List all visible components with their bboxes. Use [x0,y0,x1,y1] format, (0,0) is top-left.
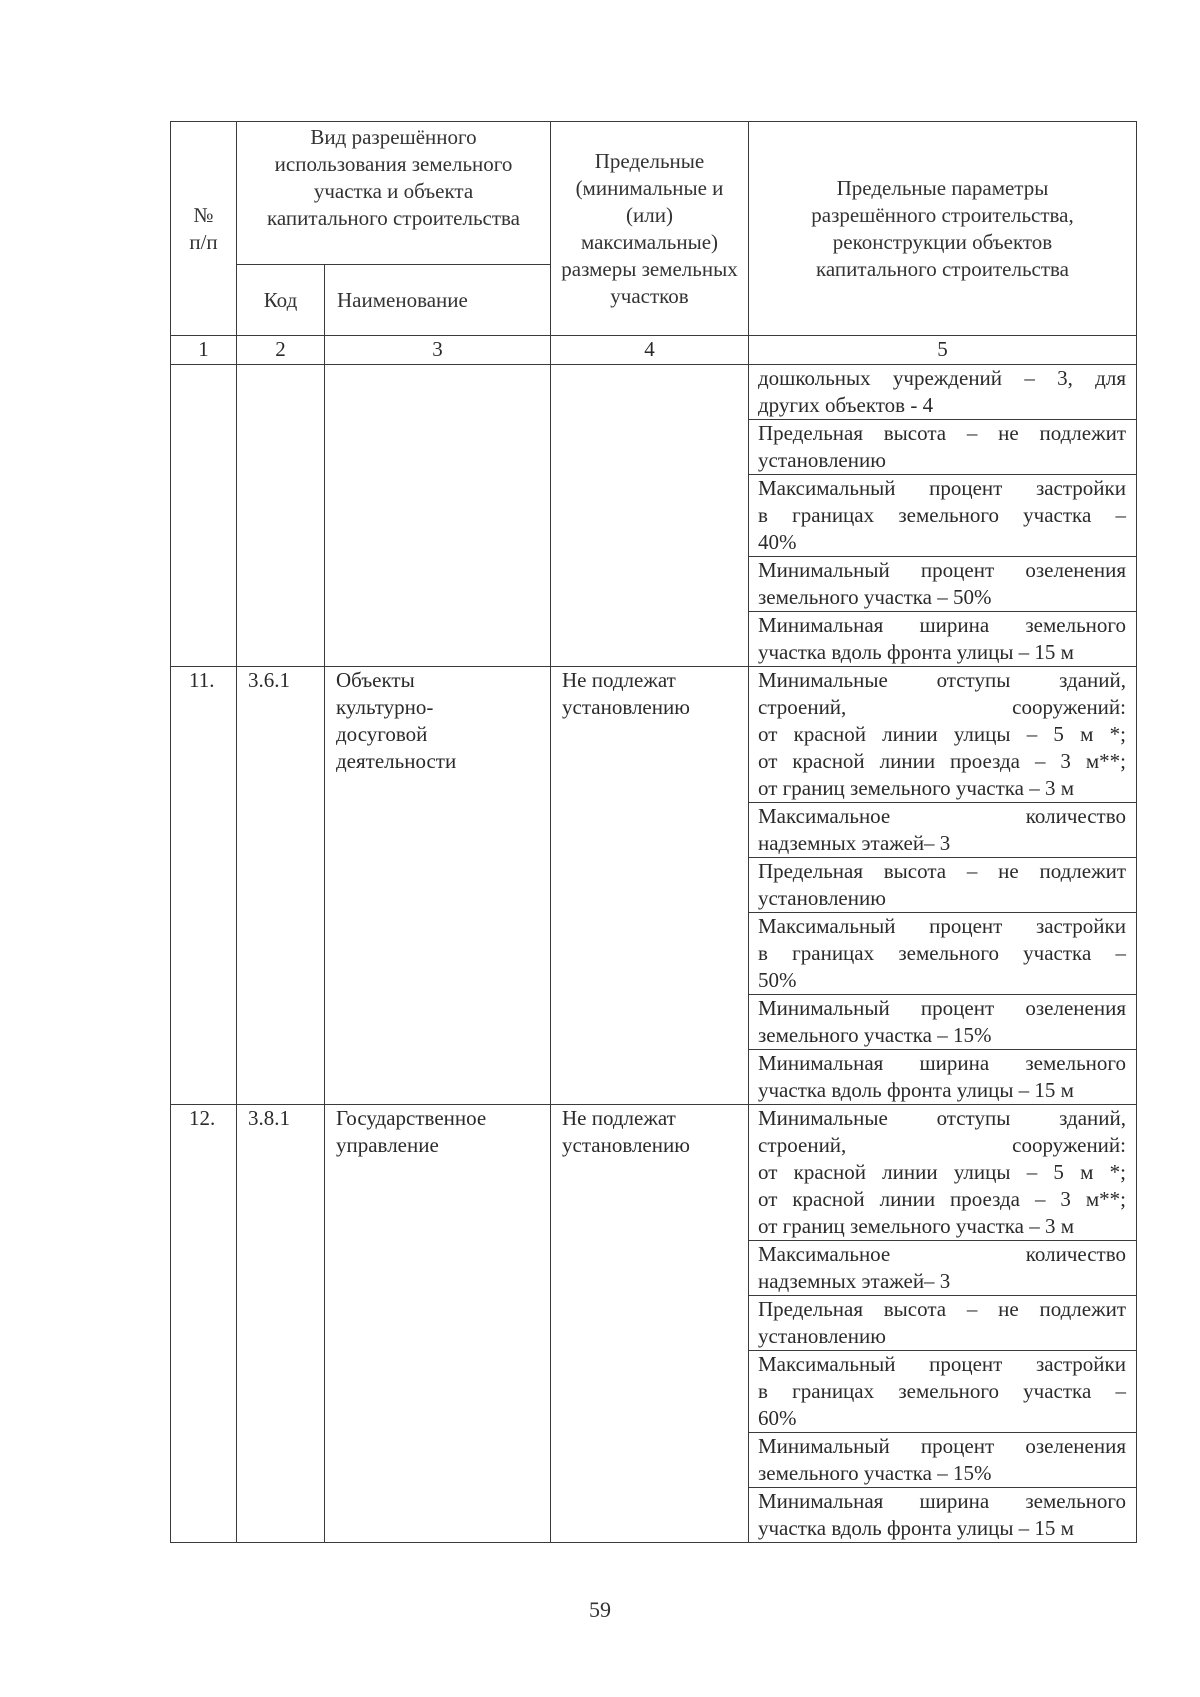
row-name-line: Объекты [336,668,415,692]
param-item [749,858,1136,913]
row-number: 12. [171,1105,237,1543]
row-name-line: Государственное [336,1106,487,1130]
param-line: Предельная высота – не подлежит [758,1297,1126,1321]
param-line: надземных этажей– 3 [758,831,951,855]
param-line: в границах земельного участка – [758,941,1126,965]
header-kind-cell [237,122,551,265]
row-name [325,667,551,1105]
param-item [749,1050,1136,1104]
param-item [749,1488,1136,1542]
cont-num-cell [171,365,237,667]
column-number-1: 1 [171,336,237,365]
header-sizes-cell [551,122,749,336]
param-line: в границах земельного участка – [758,1379,1126,1403]
param-line: участка вдоль фронта улицы – 15 м [758,1516,1074,1540]
row-name-line: управление [336,1133,439,1157]
param-line: от красной линии улицы – 5 м *; [758,722,1126,746]
param-line: строений, сооружений: [758,695,1126,719]
param-line: Минимальные отступы зданий, [758,1106,1126,1130]
param-line: земельного участка – 15% [758,1023,992,1047]
row-sizes-line: установлению [562,1133,690,1157]
param-line: от красной линии проезда – 3 м**; [758,1187,1126,1211]
param-line: Минимальная ширина земельного [758,1051,1126,1075]
param-item [749,420,1136,475]
header-code-cell [237,265,325,336]
table-row [171,667,1137,1105]
column-number-2: 2 [237,336,325,365]
row-name-line: досуговой [336,722,428,746]
param-line: Минимальный процент озеленения [758,996,1126,1020]
row-sizes-line: Не подлежат [562,668,676,692]
column-number-4: 4 [551,336,749,365]
param-line: других объектов - 4 [758,393,934,417]
param-line: Минимальная ширина земельного [758,613,1126,637]
param-line: 40% [758,530,797,554]
param-line: Предельная высота – не подлежит [758,421,1126,445]
row-name-line: культурно- [336,695,434,719]
param-line: Минимальный процент озеленения [758,558,1126,582]
header-num-text: № п/п [189,202,218,254]
param-item [749,612,1136,666]
param-item [749,1296,1136,1351]
param-line: Максимальный процент застройки [758,914,1126,938]
column-number-row [171,336,1137,365]
param-line: 50% [758,968,797,992]
param-line: земельного участка – 15% [758,1461,992,1485]
header-code-text: Код [263,287,298,312]
header-name-cell [325,265,551,336]
param-line: Максимальное количество [758,804,1126,828]
param-item [749,995,1136,1050]
row-name-line: деятельности [336,749,457,773]
param-line: Минимальная ширина земельного [758,1489,1126,1513]
row-code: 3.6.1 [237,667,325,1105]
param-line: от красной линии улицы – 5 м *; [758,1160,1126,1184]
param-item [749,365,1136,420]
param-item [749,1351,1136,1433]
row-sizes [551,1105,749,1543]
param-line: в границах земельного участка – [758,503,1126,527]
param-line: от красной линии проезда – 3 м**; [758,749,1126,773]
table-row [171,1105,1137,1543]
row-sizes [551,667,749,1105]
column-number-3: 3 [325,336,551,365]
row-sizes-line: установлению [562,695,690,719]
param-line: от границ земельного участка – 3 м [758,1214,1075,1238]
row-number: 11. [171,667,237,1105]
cont-size-cell [551,365,749,667]
param-line: от границ земельного участка – 3 м [758,776,1075,800]
row-sizes-line: Не подлежат [562,1106,676,1130]
param-line: участка вдоль фронта улицы – 15 м [758,1078,1074,1102]
header-sizes-text: Предельные (минимальные и (или) максимальные) размеры земельных участков [561,148,738,308]
header-name-text: Наименование [337,287,468,312]
param-line: участка вдоль фронта улицы – 15 м [758,640,1074,664]
header-params-cell [749,122,1137,336]
param-line: надземных этажей– 3 [758,1269,951,1293]
param-item [749,1433,1136,1488]
param-line: 60% [758,1406,797,1430]
param-item [749,475,1136,557]
param-line: Минимальные отступы зданий, [758,668,1126,692]
row-name [325,1105,551,1543]
header-kind-text: Вид разрешённого использования земельного участка и объекта капитального строительства [267,125,520,230]
header-params-text: Предельные параметры разрешённого строительства, реконструкции объектов капитального строительства [811,175,1074,281]
param-line: строений, сооружений: [758,1133,1126,1157]
cont-name-cell [325,365,551,667]
column-number-5: 5 [749,336,1137,365]
param-line: Максимальный процент застройки [758,476,1126,500]
param-line: установлению [758,1324,886,1348]
page-number: 59 [589,1597,611,1622]
param-item [749,667,1136,803]
row-code: 3.8.1 [237,1105,325,1543]
param-item [749,1105,1136,1241]
param-line: Минимальный процент озеленения [758,1434,1126,1458]
header-row-main [171,122,1137,265]
header-num-cell [171,122,237,336]
param-line: Максимальное количество [758,1242,1126,1266]
param-line: установлению [758,886,886,910]
param-item [749,913,1136,995]
param-line: Максимальный процент застройки [758,1352,1126,1376]
row-params [749,1105,1137,1543]
param-line: земельного участка – 50% [758,585,992,609]
param-line: Предельная высота – не подлежит [758,859,1126,883]
cont-params-cell [749,365,1137,667]
cont-code-cell [237,365,325,667]
param-line: дошкольных учреждений – 3, для [758,366,1126,390]
param-item [749,557,1136,612]
row-params [749,667,1137,1105]
zoning-parameters-table [170,121,1137,1543]
param-line: установлению [758,448,886,472]
continuation-row [171,365,1137,667]
param-item [749,803,1136,858]
param-item [749,1241,1136,1296]
